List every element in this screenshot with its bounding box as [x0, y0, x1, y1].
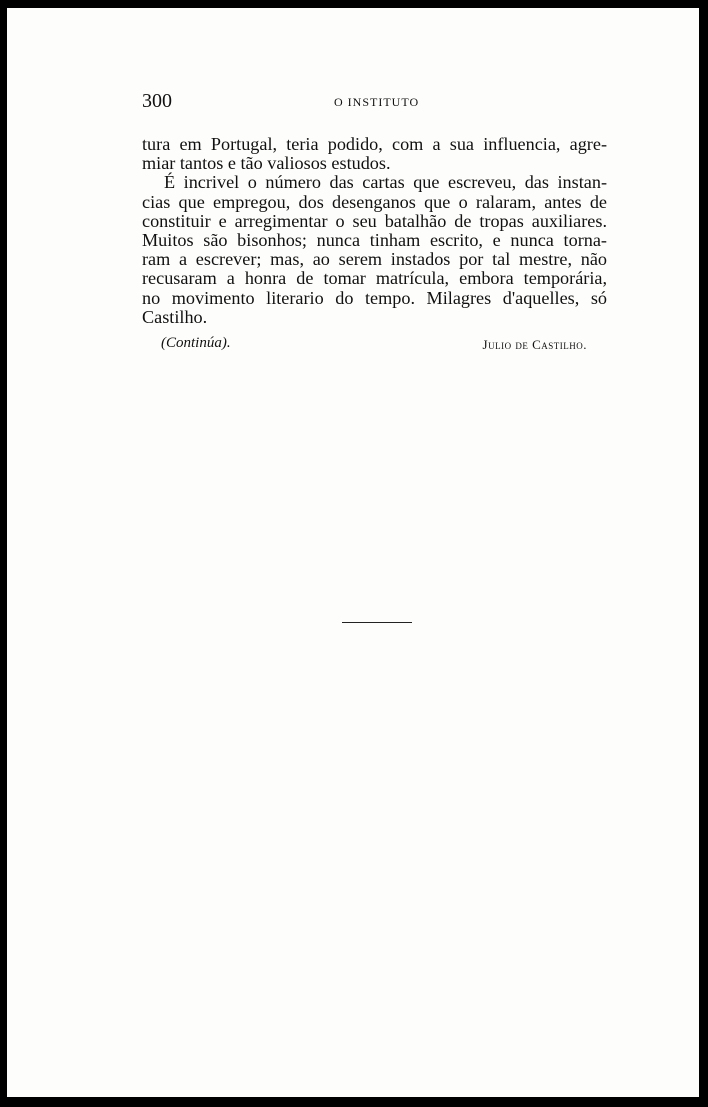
text-line: tura em Portugal, teria podido, com a sua influencia, agre-	[142, 134, 607, 154]
section-end-rule	[342, 622, 412, 623]
text-line: É incrivel o número das cartas que escreveu, das instan-	[164, 172, 607, 193]
running-head: O INSTITUTO	[334, 95, 420, 109]
text-line: miar tantos e tão valiosos estudos.	[142, 153, 391, 174]
text-line: cias que empregou, dos desenganos que o ralaram, antes de	[142, 191, 607, 212]
text-line: Muitos são bisonhos; nunca tinham escrito, e nunca torna-	[142, 230, 607, 251]
page-number: 300	[142, 90, 172, 112]
text-line: ram a escrever; mas, ao serem instados por tal mestre, não	[142, 249, 607, 270]
text-line: constituir e arregimentar o seu batalhão de tropas auxiliares.	[142, 210, 607, 231]
text-line: no movimento literario do tempo. Milagres d'aquelles, só	[142, 287, 607, 308]
body-text	[142, 135, 607, 327]
text-line: recusaram a honra de tomar matrícula, embora temporária,	[142, 268, 607, 289]
author-signature: Julio de Castilho.	[482, 337, 587, 352]
text-line: Castilho.	[142, 306, 208, 327]
continuation-note: (Continúa).	[161, 335, 231, 351]
page-header	[142, 90, 622, 112]
signature-row	[161, 335, 601, 355]
document-page	[7, 8, 699, 1097]
